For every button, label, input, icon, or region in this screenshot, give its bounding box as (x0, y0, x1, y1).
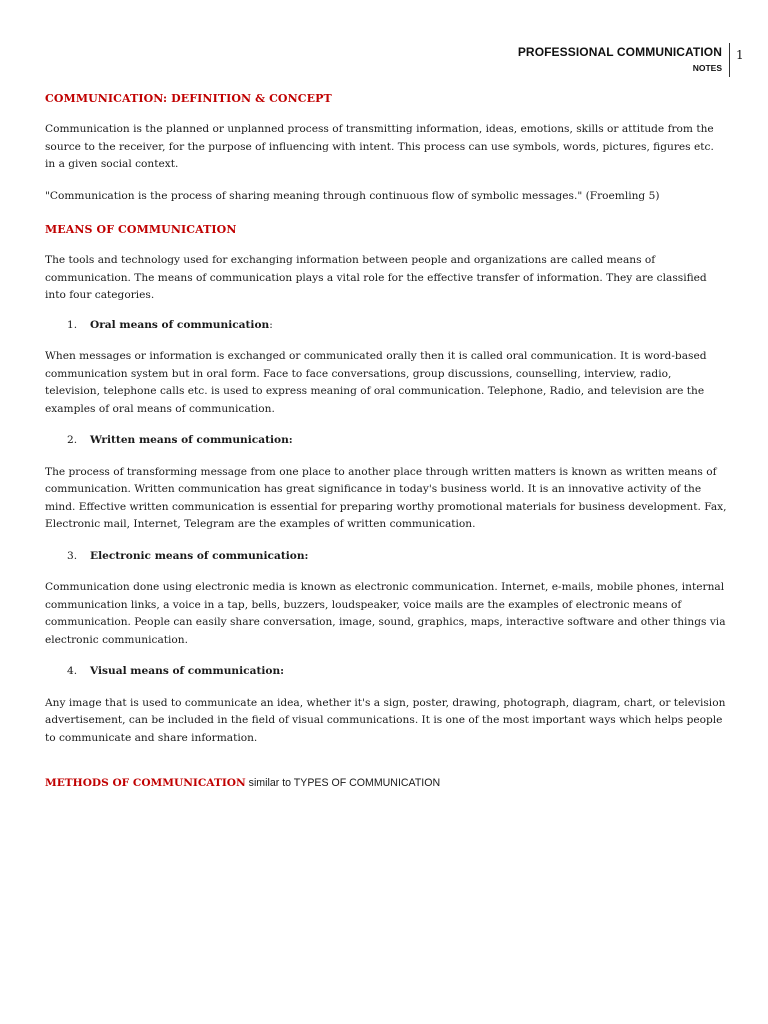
header-subtitle: NOTES (692, 63, 722, 73)
document-body (45, 92, 727, 789)
list-label-suffix: : (269, 318, 273, 331)
list-number: 1. (67, 318, 78, 331)
list-number: 3. (67, 549, 78, 562)
running-header (518, 45, 722, 73)
list-item-oral (45, 317, 727, 335)
oral-paragraph: When messages or information is exchanged or communicated orally then it is called oral communication. It is word-based communication system but in oral form. Face to face conversations, group discussions, counselling, interview, radio, television, telephone calls etc. is used to express meaning of oral communication. Telephone, Radio, and television are the examples of oral means of communication. (45, 350, 707, 415)
means-heading: MEANS OF COMMUNICATION (45, 223, 237, 236)
page-number: 1 (736, 48, 744, 62)
written-paragraph: The process of transforming message from one place to another place through written matters is known as written means of communication. Written communication has great significance in today's business world. It is an innovative activity of the mind. Effective written communication is essential for preparing worthy promotional materials for business development. Fax, Electronic mail, Internet, Telegram are the examples of written communication. (45, 465, 727, 530)
definition-heading: COMMUNICATION: DEFINITION & CONCEPT (45, 92, 332, 105)
visual-paragraph: Any image that is used to communicate an idea, whether it's a sign, poster, drawing, photograph, diagram, chart, or television advertisement, can be included in the field of visual communications. It is one of the most important ways which helps people to communicate and share information. (45, 696, 726, 744)
list-number: 4. (67, 665, 78, 677)
list-item-electronic (45, 548, 727, 566)
list-number: 2. (67, 434, 78, 446)
electronic-paragraph: Communication done using electronic media is known as electronic communication. Internet, e-mails, mobile phones, internal communication links, a voice in a tap, bells, buzzers, loudspeaker, voice mails are the examples of electronic means of communication. People can easily share conversation, image, sound, graphics, maps, interactive software and other things via electronic communication. (45, 581, 726, 646)
methods-subtext: similar to TYPES OF COMMUNICATION (245, 777, 441, 789)
header-divider (729, 43, 730, 77)
list-label: Oral means of communication (90, 318, 270, 331)
list-label: Visual means of communication: (90, 665, 285, 677)
list-label: Written means of communication: (90, 434, 293, 446)
list-item-written (45, 432, 727, 450)
header-title: PROFESSIONAL COMMUNICATION (517, 45, 722, 59)
methods-heading: METHODS OF COMMUNICATION (45, 777, 246, 789)
means-intro: The tools and technology used for exchanging information between people and organizations are called means of communication. The means of communication plays a vital role for the effective transfer of information. They are classified into four categories. (45, 254, 707, 301)
list-item-visual (45, 663, 727, 681)
definition-paragraph: Communication is the planned or unplanned process of transmitting information, ideas, emotions, skills or attitude from the source to the receiver, for the purpose of influencing with intent. This process can use symbols, words, pictures, figures etc. in a given social context. (45, 123, 714, 170)
methods-line (45, 777, 727, 789)
definition-quote: "Communication is the process of sharing meaning through continuous flow of symbolic messages." (Froemling 5) (45, 189, 660, 202)
list-label: Electronic means of communication: (90, 549, 309, 562)
